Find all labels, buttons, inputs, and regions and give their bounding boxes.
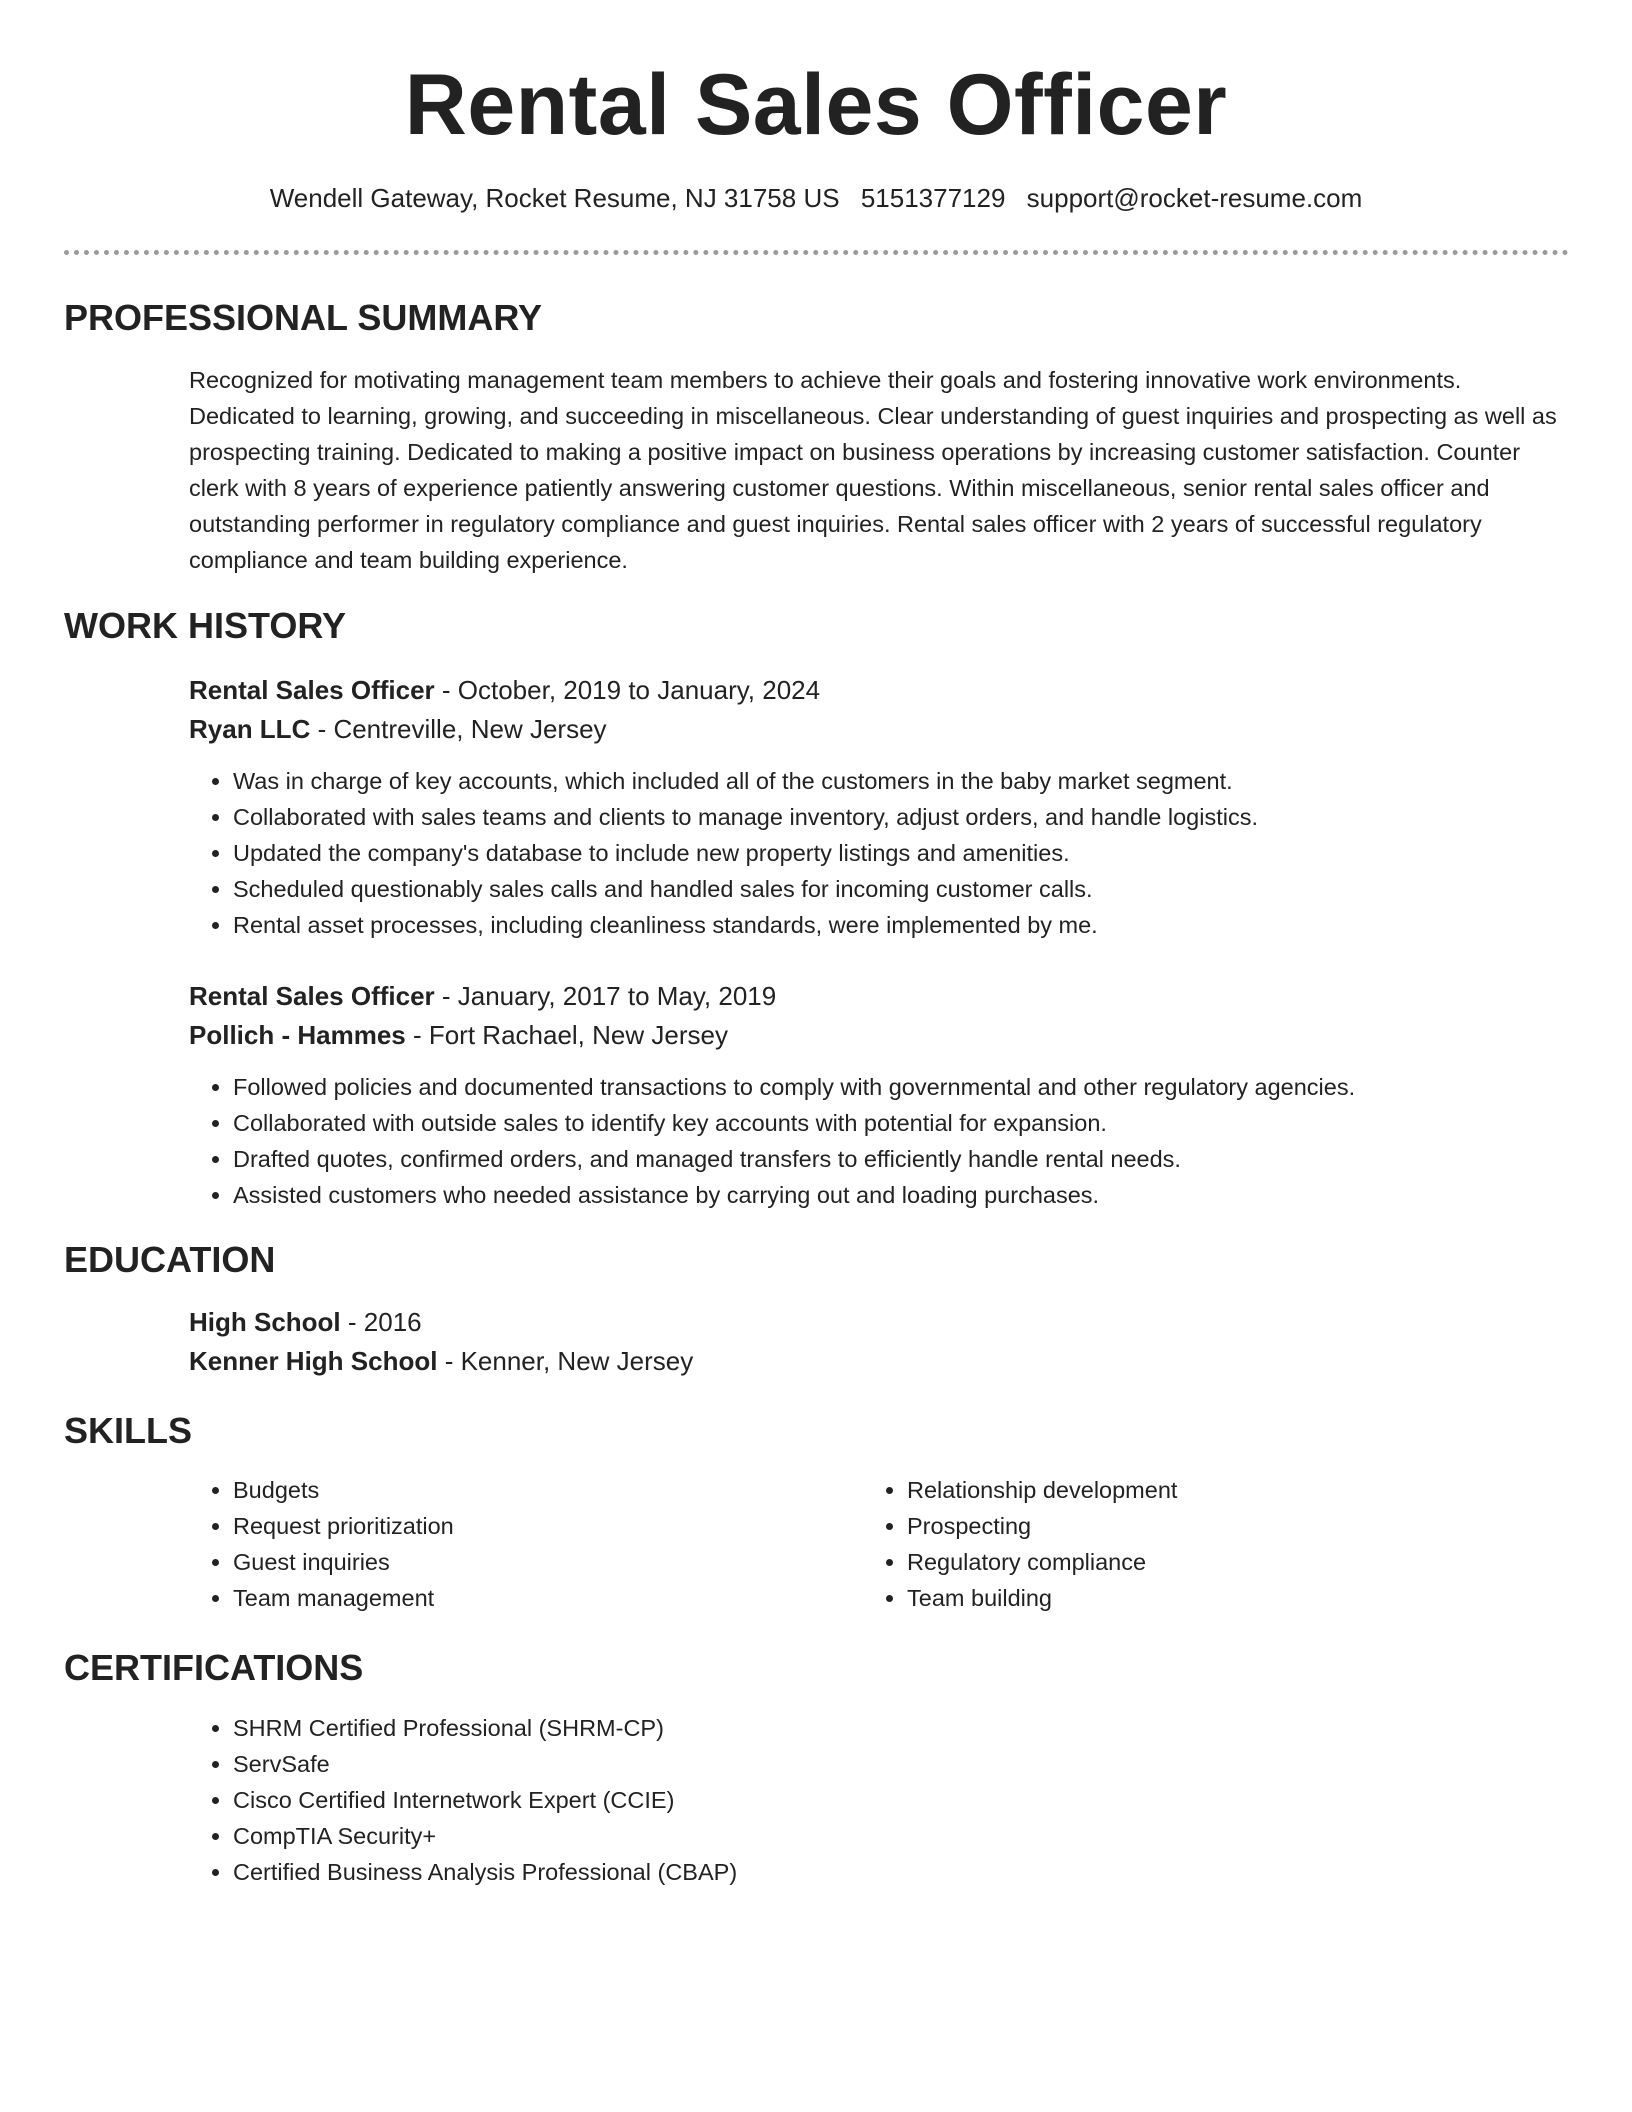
job-location: - Fort Rachael, New Jersey xyxy=(405,1020,728,1050)
job-bullet: • Updated the company's database to include new property listings and amenities. xyxy=(233,835,1569,871)
skills-column-left xyxy=(189,1472,829,1616)
skills-column-right xyxy=(863,1472,1503,1616)
contact-email: support@rocket-resume.com xyxy=(1026,183,1363,213)
education-school: Kenner High School xyxy=(189,1346,438,1376)
skill-item: • Request prioritization xyxy=(233,1508,829,1544)
job-company-line xyxy=(189,1016,1569,1055)
header-divider xyxy=(64,250,1569,255)
education-school-line xyxy=(189,1342,1569,1381)
contact-address: Wendell Gateway, Rocket Resume, NJ 31758 US xyxy=(269,183,840,213)
certification-item: • ServSafe xyxy=(233,1746,1569,1782)
skill-item: • Budgets xyxy=(233,1472,829,1508)
education-heading: EDUCATION xyxy=(64,1239,276,1280)
job-title-line xyxy=(189,671,1569,710)
certification-item: • Cisco Certified Internetwork Expert (CCIE) xyxy=(233,1782,1569,1818)
certifications-block xyxy=(189,1710,1569,1890)
job-entry xyxy=(189,977,1569,1213)
job-bullets xyxy=(189,763,1569,943)
job-title: Rental Sales Officer xyxy=(189,675,435,705)
certifications-heading: CERTIFICATIONS xyxy=(64,1647,364,1688)
education-degree-line xyxy=(189,1303,1569,1342)
summary-text: Recognized for motivating management team members to achieve their goals and fostering innovative work environments. Dedicated to learning, growing, and succeeding in miscellaneous. Clear understanding of guest inquiries and prospecting as well as prospecting training. Dedicated to making a positive impact on business operations by increasing customer satisfaction. Counter clerk with 8 years of experience patiently answering customer questions. Within miscellaneous, senior rental sales officer and outstanding performer in regulatory compliance and guest inquiries. Rental sales officer with 2 years of successful regulatory compliance and team building experience. xyxy=(189,367,1557,573)
skill-item: • Prospecting xyxy=(907,1508,1503,1544)
skill-item: • Regulatory compliance xyxy=(907,1544,1503,1580)
job-bullets xyxy=(189,1069,1569,1213)
skills-list-right xyxy=(863,1472,1503,1616)
certifications-list xyxy=(189,1710,1569,1890)
skills-heading: SKILLS xyxy=(64,1410,193,1451)
job-bullet: • Was in charge of key accounts, which included all of the customers in the baby market segment. xyxy=(233,763,1569,799)
job-bullet: • Assisted customers who needed assistance by carrying out and loading purchases. xyxy=(233,1177,1569,1213)
job-dates: - January, 2017 to May, 2019 xyxy=(434,981,777,1011)
job-title: Rental Sales Officer xyxy=(189,981,435,1011)
job-bullet: • Scheduled questionably sales calls and handled sales for incoming customer calls. xyxy=(233,871,1569,907)
skills-list-left xyxy=(189,1472,829,1616)
skill-item: • Guest inquiries xyxy=(233,1544,829,1580)
job-bullet: • Rental asset processes, including cleanliness standards, were implemented by me. xyxy=(233,907,1569,943)
contact-line xyxy=(0,180,1632,216)
job-dates: - October, 2019 to January, 2024 xyxy=(434,675,821,705)
skill-item: • Team building xyxy=(907,1580,1503,1616)
education-degree: High School xyxy=(189,1307,341,1337)
skill-item: • Relationship development xyxy=(907,1472,1503,1508)
summary-block xyxy=(189,362,1569,578)
resume-title: Rental Sales Officer xyxy=(404,57,1228,153)
certification-item: • Certified Business Analysis Professional (CBAP) xyxy=(233,1854,1569,1890)
job-location: - Centreville, New Jersey xyxy=(310,714,607,744)
job-bullet: • Collaborated with sales teams and clients to manage inventory, adjust orders, and handle logistics. xyxy=(233,799,1569,835)
job-bullet: • Drafted quotes, confirmed orders, and managed transfers to efficiently handle rental needs. xyxy=(233,1141,1569,1177)
education-entry xyxy=(189,1303,1569,1381)
job-bullet: • Followed policies and documented transactions to comply with governmental and other regulatory agencies. xyxy=(233,1069,1569,1105)
contact-phone: 5151377129 xyxy=(860,183,1006,213)
job-company: Ryan LLC xyxy=(189,714,311,744)
job-entry xyxy=(189,671,1569,943)
education-year: - 2016 xyxy=(340,1307,422,1337)
certification-item: • CompTIA Security+ xyxy=(233,1818,1569,1854)
job-company: Pollich - Hammes xyxy=(189,1020,406,1050)
job-bullet: • Collaborated with outside sales to identify key accounts with potential for expansion. xyxy=(233,1105,1569,1141)
work-history-heading: WORK HISTORY xyxy=(64,605,347,646)
skill-item: • Team management xyxy=(233,1580,829,1616)
job-title-line xyxy=(189,977,1569,1016)
education-location: - Kenner, New Jersey xyxy=(437,1346,694,1376)
job-company-line xyxy=(189,710,1569,749)
certification-item: • SHRM Certified Professional (SHRM-CP) xyxy=(233,1710,1569,1746)
summary-heading: PROFESSIONAL SUMMARY xyxy=(64,297,543,338)
